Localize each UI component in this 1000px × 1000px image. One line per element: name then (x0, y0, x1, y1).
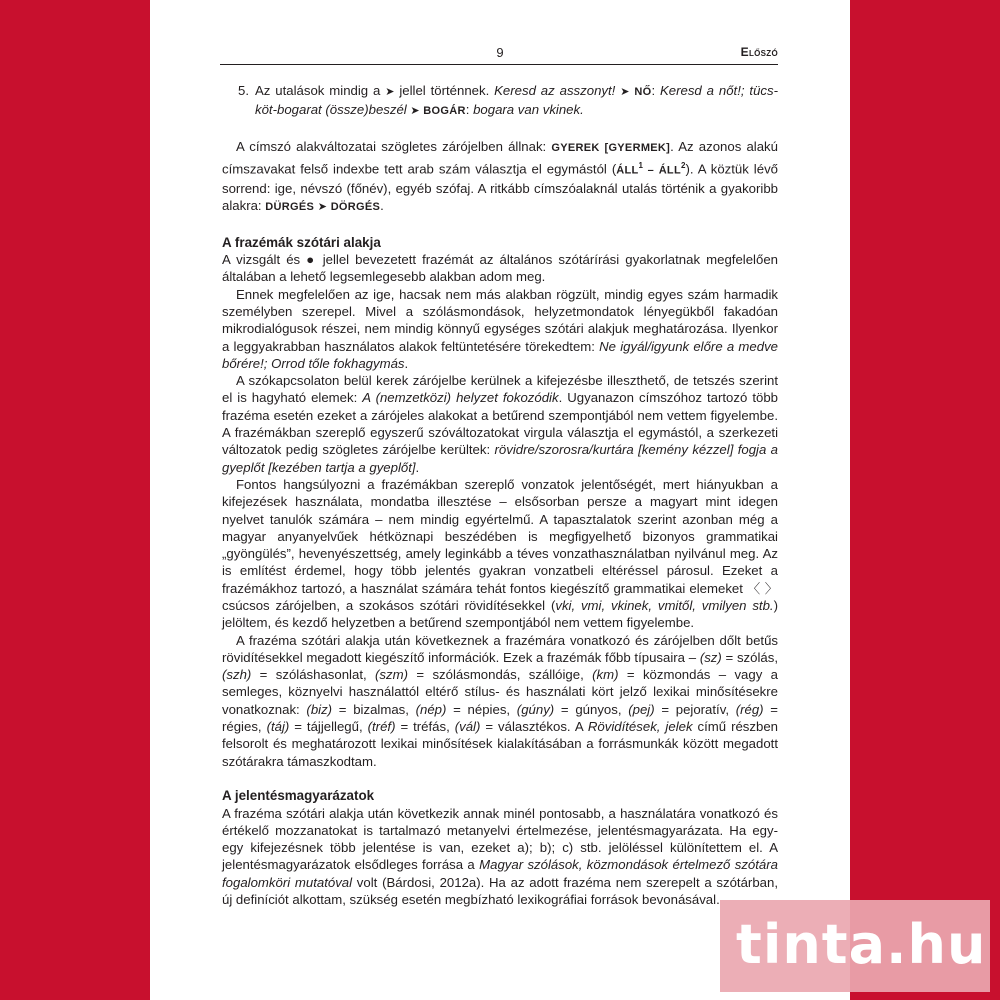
text-run: = szólásmondás, szállóige, (408, 667, 593, 683)
text-run: . Ugyanazon címszóhoz tartozó több frazéma esetén ezeket a zárójeles alakokat a betűrend szempontjából nem vettem figyelembe. A frazémákban szereplő egyszerű szóváltozatokat virgula választja el egymástól, a szerkezeti változatok pedig szögletes zárójelbe kerültek: (222, 390, 778, 458)
headword: GYEREK [GYERMEK] (551, 141, 671, 154)
headword: ÁLL (616, 164, 639, 177)
paragraph (222, 372, 778, 476)
page-number: 9 (496, 45, 504, 60)
abbreviation: (szh) (222, 667, 252, 683)
example-phrase: Keresd a nőt!; tücs-köt-bogarat (össze)beszél (255, 83, 778, 118)
spacer (222, 121, 778, 138)
page-content (222, 82, 778, 908)
arrow-icon: ➤ (385, 86, 395, 98)
book-page (150, 0, 850, 1000)
abbreviation: (nép) (415, 701, 447, 717)
paragraph: A vizsgált és ● jellel bevezetett frazémát az általános szótárírási gyakorlatnak megfelelően általában a lehető legsemlegesebb alakban adom meg. (222, 252, 778, 285)
text-run: = tréfás, (395, 719, 455, 735)
section-heading: A jelentésmagyarázatok (222, 788, 375, 804)
arrow-icon: ➤ (317, 201, 328, 214)
text-run: ) jelöltem, és kezdő helyzetben a betűrend szempontjából nem vettem figyelembe. (222, 598, 778, 631)
text-run: Az utalások mindig a (255, 83, 386, 98)
example-phrase: rövidre/szorosra/kurtára [kemény kézzel] fogja a gyeplőt [kezében tartja a gyeplőt] (222, 442, 779, 475)
running-head: Előszó (740, 45, 778, 59)
superscript: 2 (680, 161, 686, 171)
text-run: . (415, 459, 420, 475)
section-heading: A frazémák szótári alakja (222, 234, 381, 250)
headword: DÜRGÉS (265, 201, 315, 214)
text-run: = közmondás – vagy a semleges, köznyelvi használattól eltérő stílus- és használati kört jelző lexikai minősítésekre vonatkoznak: (222, 667, 779, 717)
abbreviation: (biz) (306, 701, 333, 717)
abbreviation: (km) (592, 667, 619, 683)
text-run: A szókapcsolaton belül kerek zárójelbe kerülnek a kifejezésbe illeszthető, de tetszés szerint el is hagyható elemek: (222, 373, 778, 406)
text-run: Fontos hangsúlyozni a frazémákban szereplő vonzatok jelentőségét, mert hiányukban a kifejezések használata, mondatba illesztése – elsősorban persze a magyart mint idegen nyelvet tanulók számára – nem mindig egyértelmű. A tapasztalatok szerint azonban még a magyar anyanyelvűek hétköznapi beszédében is megfigyelhető bizonyos grammatikai „gyöngülés”, hevenyészettség, amely leginkább a téves vonzathasználatban nyilvánul meg. Az is említést érdemel, hogy több jelentés gyakran vonzatbeli eltéréssel párosul. Ezeket a frazémákhoz tartozó, a használat számára tehát fontos kiegészítő grammatikai elemeket 〈 〉 csúcsos zárójelben, a szokásos szótári rövidítésekkel ( (222, 476, 778, 613)
text-run: . (404, 355, 409, 371)
paragraph (222, 632, 778, 770)
cross-reference: Rövidítések, jelek (587, 719, 693, 735)
abbreviation: (tréf) (367, 719, 396, 735)
headword: ÁLL (658, 164, 681, 177)
text-run: – (642, 164, 659, 177)
text-run: = szóláshasonlat, (251, 667, 376, 683)
example-phrase: vki, vmi, vkinek, vmitől, vmilyen stb. (555, 598, 774, 613)
text-run: = régies, (222, 701, 778, 735)
spacer (222, 770, 778, 787)
abbreviation: (vál) (454, 719, 481, 735)
paragraph (222, 286, 778, 372)
spacer (222, 216, 778, 233)
text-run: A frazéma szótári alakja után következnek a frazémára vonatkozó és zárójelben dőlt betűs rövidítésekkel megadott kiegészítő információk. Ezek a frazémák főbb típusaira – (222, 632, 778, 665)
example-phrase: A (nemzetközi) helyzet fokozódik (362, 390, 559, 406)
abbreviation: (táj) (266, 719, 290, 735)
text-run: : (651, 83, 660, 98)
abbreviation: (sz) (699, 649, 722, 665)
list-number: 5. (238, 83, 249, 98)
text-run: = tájjellegű, (289, 719, 368, 735)
superscript: 1 (638, 161, 643, 171)
paragraph (222, 476, 778, 632)
text-run: = gúnyos, (554, 701, 629, 717)
list-item (238, 82, 778, 121)
text-run: : (465, 102, 474, 118)
headword: NŐ (634, 86, 652, 98)
text-run: című részben felsorolt és meghatározott lexikai minősítések kialakításában a forrásmunkák között megadott szótárakra támaszkodtam. (222, 719, 778, 769)
text-run: Ennek megfelelően az ige, hacsak nem más alakban rögzült, mindig egyes szám harmadik személyben szerepel. Mivel a szólásmondások, helyzetmondatok lényegükből fakadóan mikrodialógusok részei, nem mindig könnyű egységes szótári alakjuk meghatározása. Ilyenkor a leggyakrabban használatos alakok feltüntetésére törekedtem: (222, 286, 778, 354)
arrow-icon: ➤ (410, 105, 420, 118)
text-run: = népies, (446, 701, 517, 717)
example-phrase: Ne igyál/igyunk előre a medve bőrére!; Orrod tőle fokhagymás (222, 338, 778, 371)
headword: BOGÁR (423, 105, 466, 118)
list-text (255, 82, 778, 121)
paragraph (222, 138, 778, 217)
text-run: ). A köztük lévő sorrend: ige, névszó (főnév), egyéb szófaj. A ritkább címszóalaknál utalás történik a gyakoribb alakra: (222, 161, 778, 214)
text-run: A frazéma szótári alakja után következik annak minél pontosabb, a használatára vonatkozó és értékelő mozzanatokat is tartalmazó metanyelvi értelmezése, jelentésmagyarázata. Ha egy-egy kifejezésnek több jelentése is van, ezeket a); b); c) stb. jelöléssel különítettem el. A jelentésmagyarázatok elsődleges forrása a (222, 805, 778, 873)
headword: DÖRGÉS (330, 201, 381, 214)
text-run: . Az azonos alakú címszavakat felső indexbe tett arab szám választja el egymástól ( (222, 138, 778, 177)
tinta-logo: tinta.hu (736, 913, 987, 976)
paragraph (222, 805, 778, 909)
abbreviation: (rég) (735, 701, 764, 717)
text-run: jellel történnek. (394, 83, 495, 98)
text-run: = szólás, (721, 649, 778, 665)
example-phrase: bogara van vkinek. (473, 102, 584, 118)
abbreviation: (szm) (375, 667, 408, 683)
text-run: = bizalmas, (332, 701, 416, 717)
abbreviation: (gúny) (516, 701, 555, 717)
text-run: . (380, 198, 384, 214)
arrow-icon: ➤ (620, 86, 630, 98)
text-run: = pejoratív, (654, 701, 736, 717)
text-run: volt (Bárdosi, 2012a). Ha az adott frazéma nem szerepelt a szótárban, új definíciót alkottam, szükség esetén megbízható lexikográfiai források bevonásával. (222, 874, 778, 908)
book-title: Magyar szólások, közmondások értelmező szótára fogalomköri mutatóval (222, 857, 778, 890)
text-run: = választékos. A (480, 719, 588, 735)
abbreviation: (pej) (628, 701, 655, 717)
example-phrase: Keresd az asszonyt! (494, 83, 616, 98)
header-rule (220, 64, 778, 65)
text-run: A címszó alakváltozatai szögletes zárójelben állnak: (236, 138, 552, 154)
